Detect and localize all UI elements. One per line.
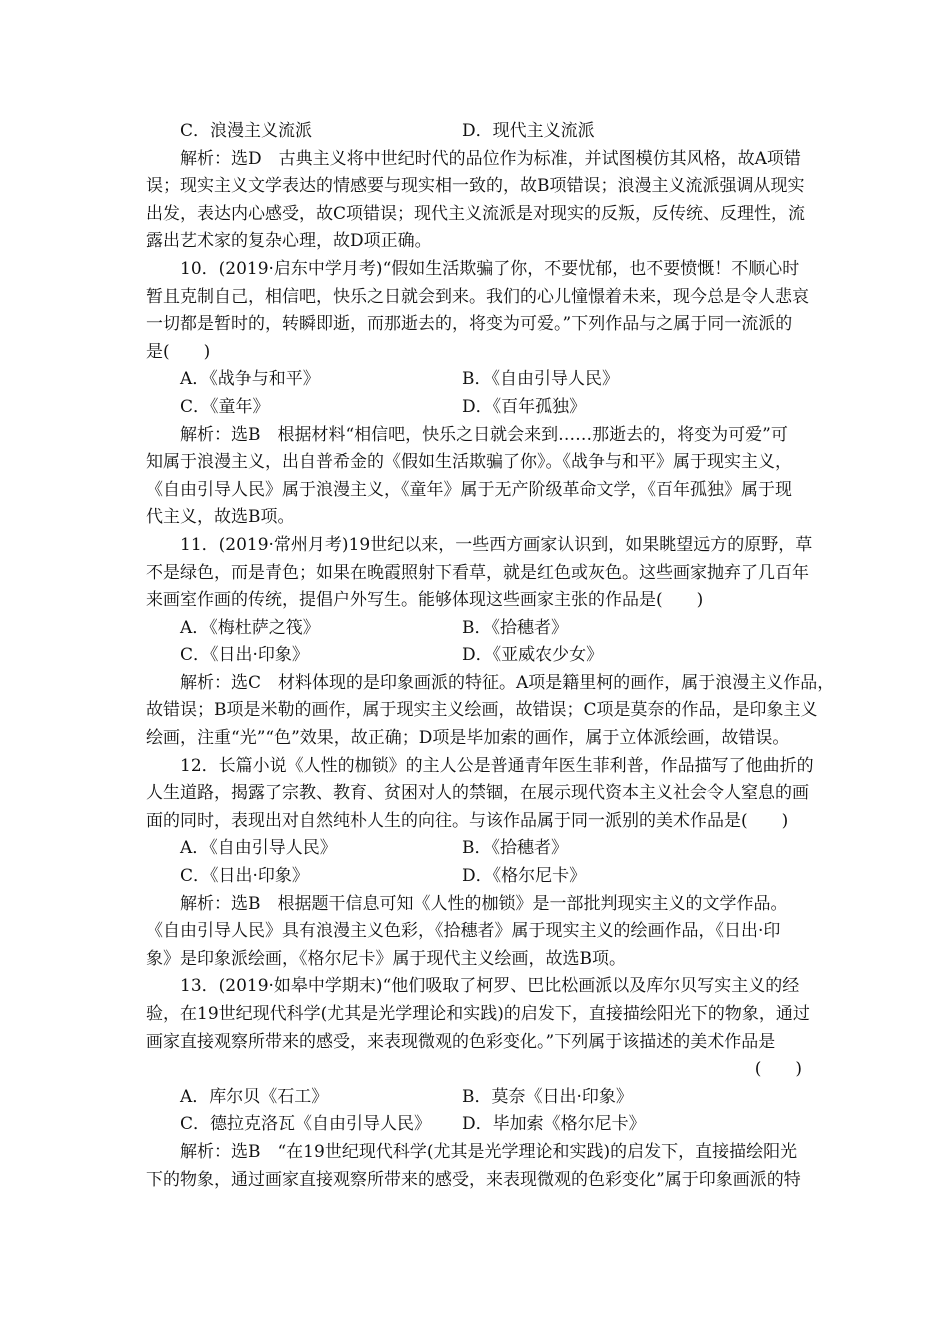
q10-option-c: C．《童年》 [180, 396, 270, 417]
q12-stem-line: 面的同时，表现出对自然纯朴人生的向往。与该作品属于同一派别的美术作品是( ) [146, 810, 789, 831]
q12-option-d: D．《格尔尼卡》 [462, 866, 587, 887]
q9-analysis-line: 误；现实主义文学表达的情感要与现实相一致的，故B项错误；浪漫主义流派强调从现实 [146, 176, 805, 197]
q10-analysis-line: 《自由引导人民》属于浪漫主义，《童年》属于无产阶级革命文学，《百年孤独》属于现 [146, 479, 792, 500]
q10-stem-line: 10．(2019·启东中学月考)“假如生活欺骗了你，不要忧郁，也不要愤慨！不顺心时 [180, 258, 800, 279]
q11-analysis-line: 绘画，注重“光”“色”效果，故正确；D项是毕加索的画作，属于立体派绘画，故错误。 [146, 728, 790, 749]
q10-stem-line: 暂且克制自己，相信吧，快乐之日就会到来。我们的心儿憧憬着未来，现今总是令人悲哀 [146, 286, 809, 307]
q11-stem-line: 来画室作画的传统，提倡户外写生。能够体现这些画家主张的作品是( ) [146, 590, 704, 611]
q9-options-row-cd [146, 118, 806, 146]
q12-analysis-line: 象》是印象派绘画，《格尔尼卡》属于现代主义绘画，故选B项。 [146, 948, 626, 969]
q13-option-d: D．毕加索《格尔尼卡》 [462, 1114, 646, 1135]
q9-option-c: C．浪漫主义流派 [180, 121, 313, 141]
q10-options-row-ab [146, 366, 806, 394]
q11-stem-line: 11．(2019·常州月考)19世纪以来，一些西方画家认识到，如果眺望远方的原野，草 [180, 534, 813, 555]
q13-option-b: B．莫奈《日出·印象》 [462, 1086, 633, 1107]
q10-stem-line: 是( ) [146, 341, 211, 362]
q13-option-c: C．德拉克洛瓦《自由引导人民》 [180, 1114, 432, 1135]
q11-options-row-cd [146, 642, 806, 670]
q10-stem-line: 一切都是暂时的，转瞬即逝，而那逝去的，将变为可爱。”下列作品与之属于同一流派的 [146, 314, 793, 335]
q11-options-row-ab [146, 615, 806, 643]
q12-option-c: C．《日出·印象》 [180, 866, 309, 887]
q13-option-a: A．库尔贝《石工》 [180, 1086, 329, 1107]
q11-option-b: B．《拾穗者》 [462, 617, 568, 638]
q9-analysis-line: 出发，表达内心感受，故C项错误；现代主义流派是对现实的反叛，反传统、反理性，流 [146, 203, 806, 224]
q10-analysis-line: 代主义，故选B项。 [146, 507, 295, 528]
q11-option-c: C．《日出·印象》 [180, 645, 309, 666]
q11-option-a: A．《梅杜萨之筏》 [180, 617, 320, 638]
q12-option-a: A．《自由引导人民》 [180, 838, 337, 859]
q13-stem-line: 验，在19世纪现代科学(尤其是光学理论和实践)的启发下，直接描绘阳光下的物象，通过 [146, 1004, 810, 1024]
q10-option-a: A．《战争与和平》 [180, 369, 320, 390]
q12-analysis-line: 《自由引导人民》具有浪漫主义色彩，《拾穗者》属于现实主义的绘画作品，《日出·印 [146, 921, 781, 942]
q13-stem-line: 画家直接观察所带来的感受，来表现微观的色彩变化。”下列属于该描述的美术作品是 [146, 1031, 776, 1052]
q12-stem-line: 12．长篇小说《人性的枷锁》的主人公是普通青年医生菲利普，作品描写了他曲折的 [180, 755, 814, 776]
q9-option-d: D．现代主义流派 [462, 121, 595, 141]
q13-answer-bracket: ( ) [754, 1059, 802, 1080]
q9-analysis-line: 露出艺术家的复杂心理，故D项正确。 [146, 231, 432, 252]
q9-analysis-line: 解析：选D 古典主义将中世纪时代的品位作为标准，并试图模仿其风格，故A项错 [180, 148, 801, 169]
q10-option-d: D．《百年孤独》 [462, 396, 587, 417]
q11-option-d: D．《亚威农少女》 [462, 645, 604, 666]
q12-analysis-line: 解析：选B 根据题干信息可知《人性的枷锁》是一部批判现实主义的文学作品。 [180, 893, 788, 914]
q11-stem-line: 不是绿色，而是青色；如果在晚霞照射下看草，就是红色或灰色。这些画家抛弃了几百年 [146, 562, 809, 583]
q10-options-row-cd [146, 394, 806, 422]
q12-options-row-cd [146, 863, 806, 891]
q11-analysis-line: 故错误；B项是米勒的画作，属于现实主义绘画，故错误；C项是莫奈的作品，是印象主义 [146, 700, 818, 721]
page-content [146, 118, 835, 1194]
q11-analysis-line: 解析：选C 材料体现的是印象画派的特征。A项是籍里柯的画作，属于浪漫主义作品， [180, 672, 835, 693]
q13-analysis-line: 解析：选B “在19世纪现代科学(尤其是光学理论和实践)的启发下，直接描绘阳光 [180, 1141, 798, 1162]
q13-options-row-cd [146, 1111, 806, 1139]
q10-option-b: B．《自由引导人民》 [462, 369, 619, 390]
q10-analysis-line: 知属于浪漫主义，出自普希金的《假如生活欺骗了你》。《战争与和平》属于现实主义， [146, 452, 792, 473]
q13-options-row-ab [146, 1084, 806, 1112]
q12-stem-line: 人生道路，揭露了宗教、教育、贫困对人的禁锢，在展示现代资本主义社会令人窒息的画 [146, 783, 809, 804]
q13-stem-line: 13．(2019·如皋中学期末)“他们吸取了柯罗、巴比松画派以及库尔贝写实主义的经 [180, 976, 800, 997]
q12-option-b: B．《拾穗者》 [462, 838, 568, 859]
q13-analysis-line: 下的物象，通过画家直接观察所带来的感受，来表现微观的色彩变化”属于印象画派的特 [146, 1169, 801, 1190]
q10-analysis-line: 解析：选B 根据材料“相信吧，快乐之日就会来到……那逝去的，将变为可爱”可 [180, 424, 788, 445]
q12-options-row-ab [146, 835, 806, 863]
